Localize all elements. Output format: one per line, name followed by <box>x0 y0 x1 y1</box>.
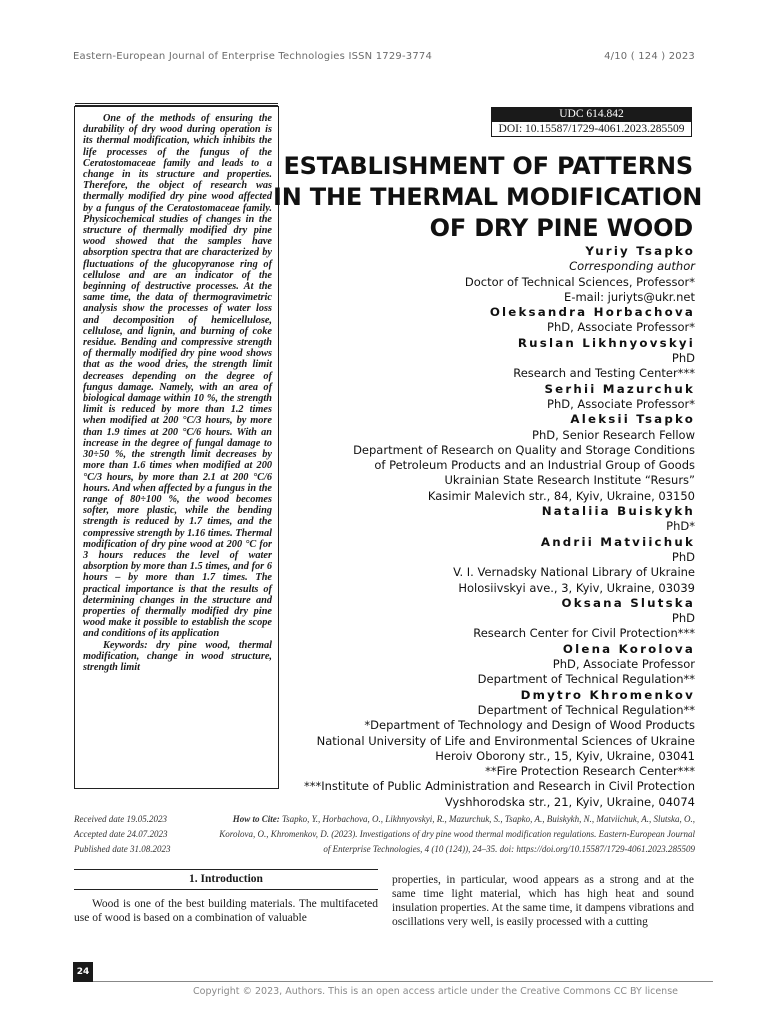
body-column-right <box>392 873 694 929</box>
author-affiliation-line: *Department of Technology and Design of Wood Products <box>364 718 695 733</box>
footer-rule <box>93 981 713 982</box>
author-affiliation-line: Research Center for Civil Protection*** <box>473 626 695 641</box>
abstract-paragraph: One of the methods of ensuring the durability of dry wood during operation is its thermal modification, which inhibits the life processes of the fungus of the Ceratostomaceae family and leads to a change in its structure and properties. Therefore, the object of research was thermally modified dry pine wood affected by a fungus of the Ceratostomaceae family. Physicochemical studies of changes in the structure of thermally modified dry pine wood showed that the samples have absorption spectra that are characterized by fluctuations of the glucopyranose ring of cellulose and are an indicator of the beginning of destructive processes. At the same time, the data of thermogravimetric analysis show the processes of water loss and decomposition of hemicellulose, cellulose, and lignin, and burning of coke residue. Bending and compressive strength of thermally modified dry pine wood shows that as the wood dries, the strength limit decreases depending on the degree of fungus damage. Namely, with an area of biological damage within 10 %, the strength limit is reduced by more than 1.2 times when modified at 200 °C/3 hours, by more than 1.9 times at 200 °C/6 hours. With an increase in the degree of fungal damage to 30÷50 %, the strength limit decreases by more than 1.6 times when modified at 200 °C/3 hours, by more than 2.1 at 200 °C/6 hours. And when affected by a fungus in the range of 80÷100 %, the wood becomes softer, more plastic, while the bending strength is reduced by 1.7 times, and the compressive strength by 1.16 times. Thermal modification of dry pine wood at 200 °C for 3 hours reduces the level of water absorption by more than 1.5 times, and for 6 hours – by more than 1.7 times. The practical importance is that the results of determining changes in the structure and properties of thermally modified dry pine wood make it possible to establish the scope and conditions of its application <box>83 113 272 640</box>
author-affiliation-line: Kasimir Malevich str., 84, Kyiv, Ukraine, 03150 <box>427 488 695 503</box>
author-affiliation-line: Ukrainian State Research Institute “Resurs” <box>444 473 695 488</box>
article-title <box>273 151 703 244</box>
how-to-cite-text: Tsapko, Y., Horbachova, O., Likhnyovskyi, R., Mazurchuk, S., Tsapko, A., Buiskykh, N., Matviichuk, A., Slutska, O., Korolova, O., Khromenkov, D. (2023). Investigations of dry pine wood thermal modification regulations. Eastern-European Journal of Enterprise Technologies, 4 (10 (124)), 24–35. doi: https://doi.org/10.15587/1729-4061.2023.285509 <box>219 814 695 854</box>
author-affiliation-line: **Fire Protection Research Center*** <box>485 764 695 779</box>
author-name: Dmytro Khromenkov <box>520 687 695 702</box>
received-date: Received date 19.05.2023 <box>74 814 167 824</box>
author-affiliation-line: PhD <box>671 549 695 564</box>
author-name: Oleksandra Horbachova <box>489 305 695 320</box>
author-affiliation-line: National University of Life and Environmental Sciences of Ukraine <box>316 733 695 748</box>
author-name: Oksana Slutska <box>561 595 695 610</box>
issue-running-header: 4/10 ( 124 ) 2023 <box>604 51 695 62</box>
author-affiliation-line: PhD <box>671 611 695 626</box>
section-rule-bottom <box>74 889 378 890</box>
article-dates <box>74 812 171 857</box>
author-affiliation-line: PhD, Associate Professor* <box>547 396 695 411</box>
published-date: Published date 31.08.2023 <box>74 844 171 854</box>
abstract-content <box>83 113 272 673</box>
author-list <box>275 244 695 810</box>
section-title: 1. Introduction <box>189 873 263 885</box>
author-name: Serhii Mazurchuk <box>544 381 695 396</box>
author-affiliation-line: Heroiv Oborony str., 15, Kyiv, Ukraine, 03041 <box>435 748 695 763</box>
title-line: ESTABLISHMENT OF PATTERNS <box>283 152 693 180</box>
author-affiliation-line: PhD <box>671 351 695 366</box>
author-affiliation-line: PhD, Associate Professor* <box>547 320 695 335</box>
author-affiliation-line: Vyshhorodska str., 21, Kyiv, Ukraine, 04074 <box>444 794 695 809</box>
author-affiliation-line: Holosiivskyi ave., 3, Kyiv, Ukraine, 03039 <box>458 580 695 595</box>
udc-label: UDC 614.842 <box>491 107 692 121</box>
title-line: OF DRY PINE WOOD <box>429 214 693 242</box>
author-affiliation-line: Research and Testing Center*** <box>513 366 695 381</box>
author-role: Corresponding author <box>569 259 695 274</box>
copyright-notice: Copyright © 2023, Authors. This is an open access article under the Creative Commons CC BY license <box>193 986 678 997</box>
abstract-box <box>74 106 279 789</box>
author-affiliation-line: Department of Research on Quality and Storage Conditions <box>353 442 695 457</box>
author-affiliation-line: Doctor of Technical Sciences, Professor* <box>464 274 695 289</box>
body-paragraph: Wood is one of the best building materials. The multifaceted use of wood is based on a combination of valuable <box>74 898 378 924</box>
udc-doi-box <box>491 107 692 137</box>
author-affiliation-line: PhD, Senior Research Fellow <box>532 427 695 442</box>
author-name: Yuriy Tsapko <box>585 244 695 258</box>
how-to-cite-label: How to Cite: <box>232 814 280 824</box>
author-name: Andrii Matviichuk <box>540 534 695 549</box>
body-column-left <box>74 897 378 925</box>
author-affiliation-line: Department of Technical Regulation** <box>477 672 695 687</box>
author-affiliation-line: V. I. Vernadsky National Library of Ukraine <box>453 565 695 580</box>
author-affiliation-line: Department of Technical Regulation** <box>477 702 695 717</box>
author-affiliation-line: PhD, Associate Professor <box>552 657 695 672</box>
author-name: Aleksii Tsapko <box>570 412 695 427</box>
keywords: Keywords: dry pine wood, thermal modification, change in wood structure, strength limit <box>83 639 272 673</box>
doi-label: DOI: 10.15587/1729-4061.2023.285509 <box>491 121 692 137</box>
author-name: Ruslan Likhnyovskyi <box>517 335 695 350</box>
journal-running-header: Eastern-European Journal of Enterprise Technologies ISSN 1729-3774 <box>73 51 433 62</box>
author-affiliation-line[interactable]: E-mail: juriyts@ukr.net <box>564 289 695 304</box>
author-name: Olena Korolova <box>562 641 695 656</box>
how-to-cite <box>215 812 695 857</box>
accepted-date: Accepted date 24.07.2023 <box>74 829 168 839</box>
page-number: 24 <box>73 962 93 982</box>
author-affiliation-line: PhD* <box>666 519 695 534</box>
section-rule-top <box>74 869 378 870</box>
author-affiliation-line: of Petroleum Products and an Industrial Group of Goods <box>374 458 695 473</box>
title-line: IN THE THERMAL MODIFICATION <box>273 183 703 211</box>
author-affiliation-line: ***Institute of Public Administration and Research in Civil Protection <box>304 779 695 794</box>
body-paragraph: properties, in particular, wood appears as a strong and at the same time light material, which has high heat and sound insulation properties. At the same time, it dampens vibrations and oscillations very well, is easily processed with a cutting <box>392 874 694 928</box>
author-name: Nataliia Buiskykh <box>541 504 695 519</box>
